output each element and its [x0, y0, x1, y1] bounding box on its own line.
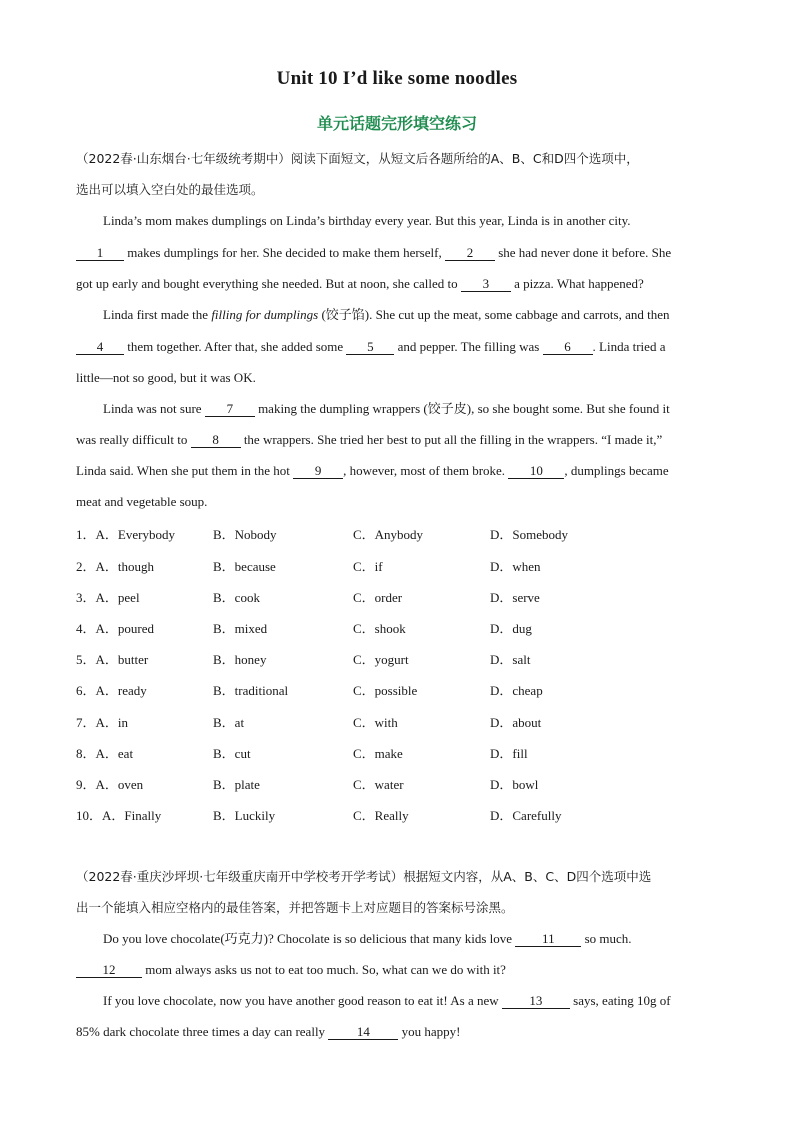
- option-b[interactable]: B．cook: [213, 590, 260, 605]
- passage1-p1-line3: [76, 275, 721, 293]
- passage1-p3-line2: [76, 431, 721, 449]
- text: makes dumplings for her. She decided to make them herself,: [124, 245, 445, 260]
- text: them together. After that, she added some: [124, 339, 347, 354]
- text: she had never done it before. She: [494, 245, 672, 260]
- option-b[interactable]: B．traditional: [213, 683, 289, 698]
- option-c[interactable]: C．make: [353, 746, 403, 761]
- text: was really difficult to: [76, 432, 191, 447]
- text: making the dumpling wrappers (饺子皮), so she bought some. But she found it: [254, 401, 670, 416]
- option-c[interactable]: C．if: [353, 559, 383, 574]
- option-b[interactable]: B．Nobody: [213, 527, 277, 542]
- blank-1: 1: [76, 246, 124, 261]
- blank-14: 14: [328, 1025, 398, 1040]
- question-number: 5．: [76, 652, 96, 667]
- text: Linda said. When she put them in the hot: [76, 463, 294, 478]
- option-d[interactable]: D．fill: [490, 746, 528, 761]
- passage1-intro-line1: （2022春·山东烟台·七年级统考期中）阅读下面短文，从短文后各题所给的A、B、C和D四个选项中，: [76, 151, 639, 166]
- option-text: A．Finally: [102, 808, 162, 823]
- text: 85% dark chocolate three times a day can really: [76, 1024, 329, 1039]
- passage2-intro-line1: （2022春·重庆沙坪坝·七年级重庆南开中学校考开学考试）根据短文内容，从A、B、C、D四个选项中选: [76, 869, 652, 884]
- option-c[interactable]: C．possible: [353, 683, 418, 698]
- passage1-p2-line1: [103, 306, 721, 324]
- blank-3: 3: [461, 277, 511, 292]
- option-b[interactable]: B．mixed: [213, 621, 268, 636]
- passage1-p3-line1: [103, 400, 721, 418]
- question-10-options: [76, 805, 676, 823]
- question-8-options: [76, 743, 676, 761]
- question-9-options: [76, 774, 676, 792]
- blank-5: 5: [346, 340, 394, 355]
- passage2-intro-line2: 出一个能填入相应空格内的最佳答案，并把答题卡上对应题目的答案标号涂黑。: [76, 900, 514, 915]
- passage1-p1-line1: Linda’s mom makes dumplings on Linda’s birthday every year. But this year, Linda is in another city.: [103, 213, 631, 228]
- option-d[interactable]: D．Somebody: [490, 527, 569, 542]
- option-d[interactable]: D．cheap: [490, 683, 543, 698]
- option-d[interactable]: D．dug: [490, 621, 532, 636]
- option-text: A．in: [95, 715, 129, 730]
- option-d[interactable]: D．serve: [490, 590, 540, 605]
- text: got up early and bought everything she needed. But at noon, she called to: [76, 276, 461, 291]
- question-number: 2．: [76, 559, 96, 574]
- question-4-options: [76, 618, 676, 636]
- question-2-options: [76, 556, 676, 574]
- blank-2: 2: [445, 246, 495, 261]
- option-text: A．butter: [95, 652, 149, 667]
- passage1-p3-line3: [76, 462, 721, 480]
- passage2-line2: [76, 961, 721, 979]
- option-a[interactable]: [76, 556, 154, 575]
- option-a[interactable]: [76, 712, 128, 731]
- option-text: A．eat: [95, 746, 134, 761]
- option-c[interactable]: C．shook: [353, 621, 406, 636]
- option-d[interactable]: D．Carefully: [490, 808, 562, 823]
- text: Do you love chocolate(巧克力)? Chocolate is so delicious that many kids love: [103, 931, 516, 946]
- blank-4: 4: [76, 340, 124, 355]
- blank-10: 10: [508, 464, 564, 479]
- option-c[interactable]: C．water: [353, 777, 404, 792]
- option-a[interactable]: [76, 774, 143, 793]
- passage1-p3-line4: meat and vegetable soup.: [76, 494, 208, 509]
- option-text: A．though: [95, 559, 155, 574]
- option-d[interactable]: D．bowl: [490, 777, 539, 792]
- blank-8: 8: [191, 433, 241, 448]
- question-1-options: [76, 524, 676, 542]
- option-b[interactable]: B．because: [213, 559, 276, 574]
- option-a[interactable]: [76, 524, 175, 543]
- option-a[interactable]: [76, 805, 161, 824]
- text: , dumplings became: [564, 463, 669, 478]
- question-number: 4．: [76, 621, 96, 636]
- blank-13: 13: [502, 994, 570, 1009]
- passage1-p2-line3: little—not so good, but it was OK.: [76, 370, 256, 385]
- italic-text: filling for dumplings: [211, 307, 319, 322]
- option-d[interactable]: D．when: [490, 559, 541, 574]
- text: If you love chocolate, now you have another good reason to eat it! As a new: [103, 993, 502, 1008]
- page-title: Unit 10 I’d like some noodles: [276, 68, 518, 89]
- option-c[interactable]: C．Really: [353, 808, 409, 823]
- option-c[interactable]: C．with: [353, 715, 398, 730]
- option-b[interactable]: B．cut: [213, 746, 251, 761]
- option-text: A．peel: [95, 590, 140, 605]
- text: you happy!: [398, 1024, 461, 1039]
- option-a[interactable]: [76, 587, 140, 606]
- passage2-line1: [103, 930, 721, 948]
- blank-6: 6: [543, 340, 593, 355]
- option-text: A．poured: [95, 621, 155, 636]
- text: a pizza. What happened?: [510, 276, 644, 291]
- text: (饺子馅). She cut up the meat, some cabbage and carrots, and then: [318, 307, 670, 322]
- text: the wrappers. She tried her best to put all the filling in the wrappers. “I made it,”: [240, 432, 663, 447]
- blank-7: 7: [205, 402, 255, 417]
- question-number: 6．: [76, 683, 96, 698]
- question-number: 3．: [76, 590, 96, 605]
- option-text: A．ready: [95, 683, 147, 698]
- passage2-line3: [103, 992, 721, 1010]
- text: . Linda tried a: [592, 339, 666, 354]
- text: so much.: [581, 931, 632, 946]
- blank-12: 12: [76, 963, 142, 978]
- blank-9: 9: [293, 464, 343, 479]
- option-a[interactable]: [76, 743, 133, 762]
- passage2-line4: [76, 1023, 721, 1041]
- page-subtitle: 单元话题完形填空练习: [316, 114, 477, 133]
- question-number: 8．: [76, 746, 96, 761]
- question-6-options: [76, 680, 676, 698]
- option-text: A．oven: [95, 777, 144, 792]
- option-c[interactable]: C．order: [353, 590, 403, 605]
- question-3-options: [76, 587, 676, 605]
- text: Linda was not sure: [103, 401, 205, 416]
- text: , however, most of them broke.: [343, 463, 509, 478]
- text: and pepper. The filling was: [394, 339, 543, 354]
- option-b[interactable]: B．honey: [213, 652, 267, 667]
- question-number: 9．: [76, 777, 96, 792]
- question-number: 1．: [76, 527, 96, 542]
- blank-11: 11: [515, 932, 581, 947]
- option-d[interactable]: D．about: [490, 715, 542, 730]
- question-number: 10．: [76, 808, 103, 823]
- option-a[interactable]: [76, 618, 154, 637]
- text: Linda first made the: [103, 307, 212, 322]
- passage1-intro-line2: 选出可以填入空白处的最佳选项。: [76, 182, 264, 197]
- question-number: 7．: [76, 715, 96, 730]
- text: says, eating 10g of: [569, 993, 671, 1008]
- passage1-p1-line2: [76, 244, 721, 262]
- question-7-options: [76, 712, 676, 730]
- passage1-p2-line2: [76, 338, 721, 356]
- option-a[interactable]: [76, 680, 147, 699]
- text: mom always asks us not to eat too much. So, what can we do with it?: [142, 962, 506, 977]
- option-b[interactable]: B．Luckily: [213, 808, 276, 823]
- option-d[interactable]: D．salt: [490, 652, 531, 667]
- option-b[interactable]: B．plate: [213, 777, 260, 792]
- option-b[interactable]: B．at: [213, 715, 245, 730]
- option-c[interactable]: C．Anybody: [353, 527, 424, 542]
- option-text: A．Everybody: [95, 527, 175, 542]
- option-a[interactable]: [76, 649, 148, 668]
- question-5-options: [76, 649, 676, 667]
- option-c[interactable]: C．yogurt: [353, 652, 409, 667]
